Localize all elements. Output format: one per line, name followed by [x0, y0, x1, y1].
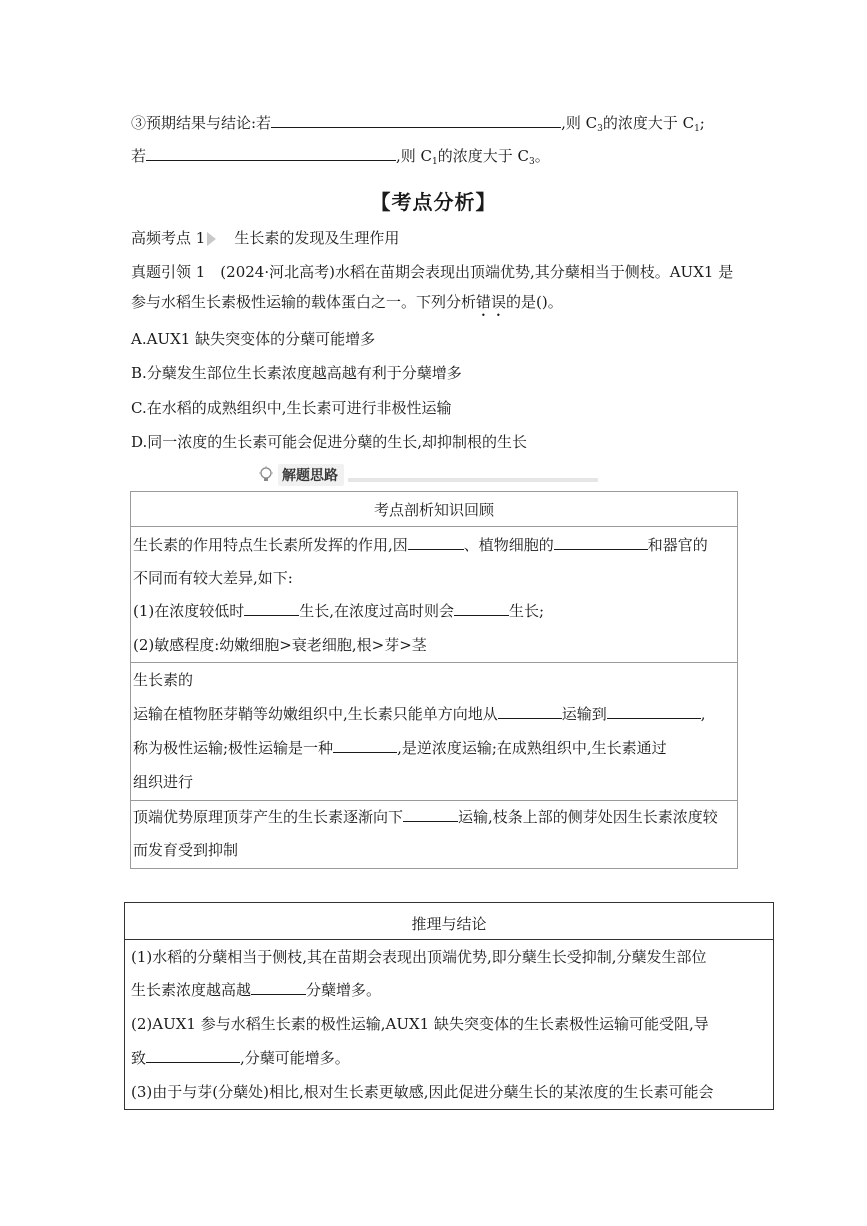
- triangle-arrow-icon: [207, 232, 216, 246]
- table-divider: [131, 662, 737, 663]
- table-row-text: [131, 1048, 350, 1068]
- subscript: 1: [694, 124, 700, 134]
- cell-text: ,是逆浓度运输;在成熟组织中,生长素通过: [397, 739, 667, 757]
- reasoning-table: [124, 902, 774, 1110]
- prediction-line-1: [131, 113, 705, 139]
- punctuation: ;: [699, 114, 705, 132]
- question-line-1: 真题引领 1 (2024·河北高考)水稻在苗期会表现出顶端优势,其分蘖相当于侧枝。AUX1 是: [131, 263, 734, 281]
- table-row-text: [133, 807, 718, 827]
- table-header: 考点剖析知识回顾: [373, 501, 494, 519]
- cell-text: 生长,在浓度过高时则会: [299, 602, 455, 620]
- table-row-text: [133, 738, 667, 758]
- cell-text: 分蘖增多。: [306, 981, 382, 999]
- cell-text: 运输,枝条上部的侧芽处因生长素浓度较: [458, 808, 718, 826]
- option-b[interactable]: B.分蘖发生部位生长素浓度越高越有利于分蘖增多: [131, 364, 462, 382]
- prediction-text: 的浓度大于 C: [602, 114, 695, 132]
- prediction-text: ,则 C: [396, 147, 433, 165]
- topic-label: 高频考点 1: [131, 229, 206, 247]
- topic-line: [131, 228, 399, 248]
- cell-text: 运输在植物胚芽鞘等幼嫩组织中,生长素只能单方向地从: [133, 705, 498, 723]
- option-a[interactable]: A.AUX1 缺失突变体的分蘖可能增多: [131, 330, 376, 348]
- table-row-text: (2)AUX1 参与水稻生长素的极性运输,AUX1 缺失突变体的生长素极性运输可能受阻,导: [131, 1015, 709, 1033]
- subscript: 3: [597, 124, 603, 134]
- prediction-prefix: 若: [131, 147, 147, 165]
- table-divider: [125, 939, 773, 940]
- table-divider: [131, 526, 737, 527]
- cell-text: 致: [131, 1049, 147, 1067]
- banner-bar: [348, 478, 598, 482]
- table-row-text: [133, 704, 706, 724]
- answer-blank[interactable]: [498, 704, 562, 719]
- table-row-text: 不同而有较大差异,如下:: [133, 569, 293, 587]
- banner-title: 解题思路: [278, 464, 344, 486]
- cell-text: 称为极性运输;极性运输是一种: [133, 739, 334, 757]
- cell-text: ,: [700, 705, 706, 723]
- punctuation: 。: [534, 147, 550, 165]
- cell-text: 生长素浓度越高越: [131, 981, 252, 999]
- lightbulb-icon: [258, 466, 274, 484]
- section-title: 【考点分析】: [370, 190, 497, 214]
- table-row-text: (3)由于与芽(分蘖处)相比,根对生长素更敏感,因此促进分蘖生长的某浓度的生长素可能会: [131, 1083, 714, 1101]
- table-row-text: 生长素的: [133, 671, 194, 689]
- answer-blank[interactable]: [271, 113, 561, 128]
- solution-banner: [258, 464, 608, 486]
- cell-text: 、植物细胞的: [463, 536, 554, 554]
- answer-blank[interactable]: [403, 807, 458, 822]
- cell-text: 顶端优势原理顶芽产生的生长素逐渐向下: [133, 808, 404, 826]
- subscript: 3: [529, 157, 535, 167]
- cell-text: 生长;: [509, 602, 545, 620]
- prediction-prefix: ③预期结果与结论:若: [131, 114, 272, 132]
- question-text: 参与水稻生长素极性运输的载体蛋白之一。下列分析: [131, 293, 477, 311]
- cell-text: 生长素的作用特点生长素所发挥的作用,因: [133, 536, 408, 554]
- cell-text: 运输到: [561, 705, 607, 723]
- prediction-text: 的浓度大于 C: [437, 147, 530, 165]
- table-header: 推理与结论: [411, 915, 487, 933]
- emphasis-text: 错误: [476, 293, 507, 311]
- question-text: 的是()。: [506, 293, 563, 311]
- answer-blank[interactable]: [454, 601, 509, 616]
- subscript: 1: [432, 157, 438, 167]
- prediction-text: ,则 C: [561, 114, 598, 132]
- table-row-text: [133, 601, 544, 621]
- option-c[interactable]: C.在水稻的成熟组织中,生长素可进行非极性运输: [131, 399, 452, 417]
- cell-text: 和器官的: [647, 536, 708, 554]
- answer-blank[interactable]: [146, 1048, 240, 1063]
- table-row-text: [133, 535, 708, 555]
- table-row-text: (2)敏感程度:幼嫩细胞>衰老细胞,根>芽>茎: [133, 636, 427, 654]
- cell-text: (1)在浓度较低时: [133, 602, 245, 620]
- table-row-text: 组织进行: [133, 773, 194, 791]
- answer-blank[interactable]: [408, 535, 464, 550]
- prediction-line-2: [131, 146, 550, 172]
- knowledge-table: [130, 491, 738, 869]
- option-d[interactable]: D.同一浓度的生长素可能会促进分蘖的生长,却抑制根的生长: [131, 433, 528, 451]
- answer-blank[interactable]: [333, 738, 397, 753]
- answer-blank[interactable]: [146, 146, 396, 161]
- topic-title: 生长素的发现及生理作用: [234, 229, 400, 247]
- table-row-text: (1)水稻的分蘖相当于侧枝,其在苗期会表现出顶端优势,即分蘖生长受抑制,分蘖发生部位: [131, 948, 707, 966]
- table-row-text: 而发育受到抑制: [133, 841, 239, 859]
- table-row-text: [131, 980, 381, 1000]
- answer-blank[interactable]: [244, 601, 299, 616]
- answer-blank[interactable]: [251, 980, 306, 995]
- answer-blank[interactable]: [554, 535, 648, 550]
- table-divider: [131, 800, 737, 801]
- question-line-2: [131, 292, 563, 320]
- cell-text: ,分蘖可能增多。: [240, 1049, 350, 1067]
- answer-blank[interactable]: [607, 704, 701, 719]
